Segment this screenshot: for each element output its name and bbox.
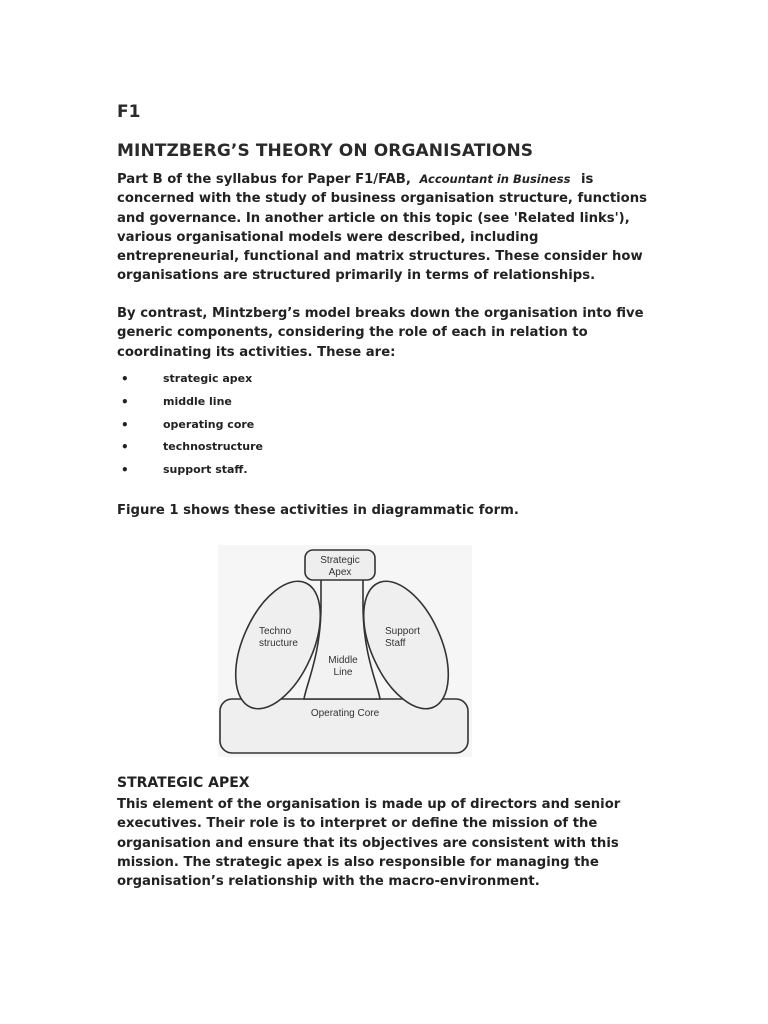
components-list [117, 368, 263, 482]
techno-label-2: structure [259, 638, 298, 649]
middle-label-1: Middle [328, 655, 358, 666]
apex-label-1: Strategic [320, 555, 360, 566]
bullet-icon: • [121, 463, 129, 478]
list-item [117, 459, 263, 482]
bullet-icon: • [121, 440, 129, 455]
mintzberg-diagram [218, 545, 472, 757]
contrast-paragraph: By contrast, Mintzberg’s model breaks down the organisation into five generic components, considering the role of each in relation to coordinating its activities. These are: [117, 306, 644, 360]
core-label: Operating Core [310, 708, 380, 719]
section-body: This element of the organisation is made up of directors and senior executives. Their role is to interpret or define the mission of the organisation and ensure that its objectives are consistent with this mission. The strategic apex is also responsible for managing the organisation’s relationship with the macro-environment. [117, 797, 621, 890]
apex-label-2: Apex [328, 567, 352, 578]
intro-italic-title: Accountant in Business [419, 172, 571, 186]
figure-intro: Figure 1 shows these activities in diagrammatic form. [117, 503, 519, 518]
bullet-icon: • [121, 394, 129, 409]
list-item [117, 368, 263, 391]
bullet-icon: • [121, 372, 129, 386]
list-item-label: support staff. [163, 463, 248, 477]
middle-label-2: Line [333, 667, 353, 678]
list-item [117, 436, 263, 459]
list-item [117, 414, 263, 437]
techno-label-1: Techno [259, 626, 292, 637]
list-item-label: strategic apex [163, 372, 253, 385]
intro-paragraph [117, 170, 657, 286]
bullet-icon: • [121, 417, 129, 432]
list-item-label: operating core [163, 417, 255, 431]
list-item [117, 391, 263, 414]
paper-code: F1 [117, 102, 141, 122]
section-heading: STRATEGIC APEX [117, 775, 250, 791]
list-item-label: middle line [163, 394, 232, 408]
support-label-1: Support [385, 626, 421, 637]
support-label-2: Staff [385, 638, 406, 649]
intro-text-after: is concerned with the study of business organisation structure, functions and governance. In another article on this topic (see 'Related links'), various organisational models were described, including entrepreneurial, functional and matrix structures. These consider how organisations are structured primarily in terms of relationships. [117, 172, 647, 284]
intro-text-before: Part B of the syllabus for Paper F1/FAB, [117, 172, 411, 187]
list-item-label: technostructure [163, 440, 264, 454]
article-title: MINTZBERG’S THEORY ON ORGANISATIONS [117, 141, 534, 161]
